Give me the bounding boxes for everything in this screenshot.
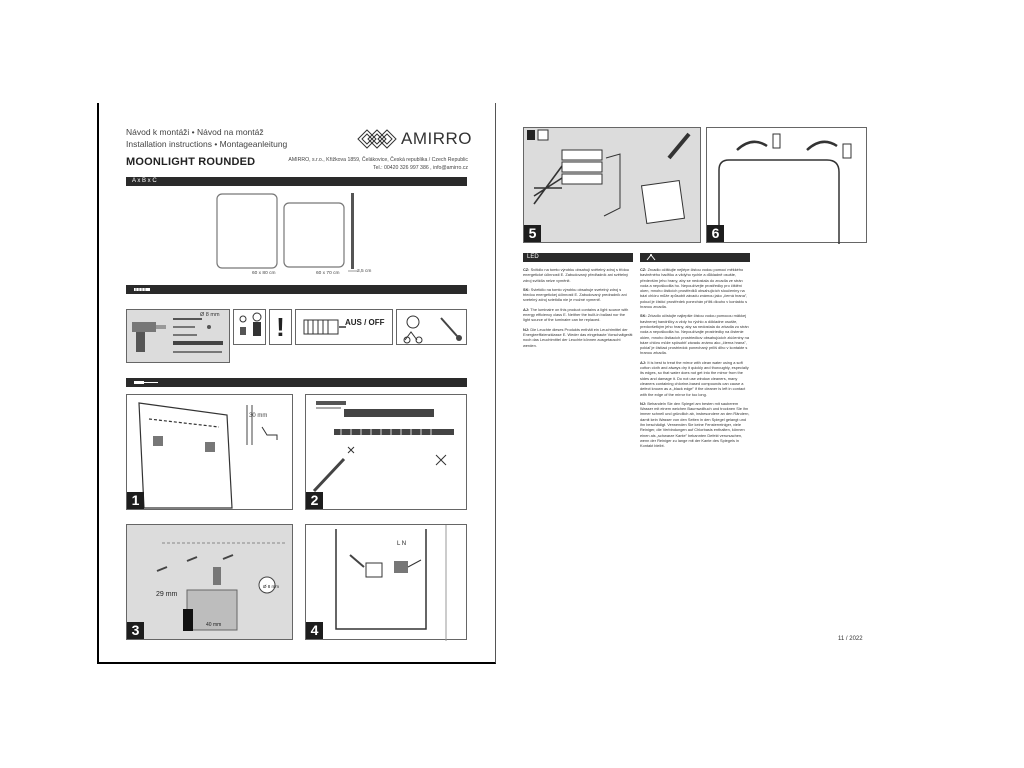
- care-aj-label: AJ:: [640, 359, 647, 365]
- step-3-dim-2: 40 mm: [206, 622, 222, 628]
- screw-icon: [132, 285, 154, 294]
- step-1-diagram: [127, 395, 294, 511]
- led-cz-label: CZ:: [523, 267, 530, 272]
- size-label-1: 60 x 80 cm: [252, 271, 276, 276]
- step-4-number: 4: [306, 622, 323, 639]
- person-level-icon: [234, 310, 267, 346]
- mirror-sizes-diagram: [213, 191, 365, 279]
- step-2-number: 2: [306, 492, 323, 509]
- footer-date: 11 / 2022: [838, 636, 863, 642]
- care-sk-label: SK:: [640, 313, 647, 319]
- led-aj-label: AJ:: [523, 306, 530, 312]
- level-panel: [233, 309, 266, 345]
- step-5-number: 5: [524, 225, 541, 242]
- step-2-panel: [305, 394, 467, 510]
- step-4-ln-label: L N: [397, 541, 407, 547]
- care-cz: Zrcadlo očištujte nejlépe čistou vodou pomocí měkkého bavlněného hadříku a vždyho rychle a důkladně osušte, především jeho hrany, aby se nedostala do zrcadla ze strán voda a nepoškodila ho. Nepoužívejte prostředky pro čištění oken, mnoho čisticích prostředků obsahujících sloučeniny na bázi chlóru může způsobit závadu známou jako „černá hrana", pokud je čisticí prostředek ponechán příliš dlouho v kontaktu s hranou zrcadla.: [640, 267, 748, 310]
- size-label-2: 60 x 70 cm: [316, 271, 340, 276]
- amirro-logo-icon: [356, 127, 398, 151]
- step-3-number: 3: [127, 622, 144, 639]
- step-1-panel: [126, 394, 293, 510]
- led-bar: LED: [523, 253, 633, 262]
- size-label-3: 3,5 cm: [357, 269, 372, 274]
- step-1-dim: 30 mm: [249, 413, 268, 419]
- step-6-panel: [706, 127, 867, 243]
- product-title: MOONLIGHT ROUNDED: [126, 156, 256, 168]
- install-bar: [126, 378, 467, 387]
- address-line-2: Tel.: 00420 326 997 386 , info@amirro.cz: [373, 165, 468, 171]
- led-cz: Svítidlo na tomto výrobku obsahují světelný zdroj s třídou energetické účinnosti E. Zabudovaný předřadník ani světelný zdroj svítidla nelze vyměnit.: [523, 267, 629, 283]
- step-4-diagram: [306, 525, 468, 641]
- drill-size-label: Ø 8 mm: [200, 312, 220, 318]
- care-aj: It is best to treat the mirror with clean water using a soft cotton cloth and always dry it quickly and thoroughly, especially its edges, so that water does not get into the mirror from the sides and damage it. Do not use window cleaners, many cleaners containing chlorine-based compounds can cause a defect known as a „black edge" if the cleaner is left in contact with the edge of the mirror for too long.: [640, 359, 749, 397]
- step-6-diagram: [707, 128, 868, 244]
- care-bar: [640, 253, 750, 262]
- storm-icon: [397, 310, 468, 346]
- step-4-panel: [305, 524, 467, 640]
- led-nj-label: NJ:: [523, 326, 530, 332]
- exclamation-icon: !: [276, 312, 285, 342]
- brand-name: AMIRRO: [401, 129, 472, 148]
- screwdriver-icon: [132, 378, 162, 387]
- care-nj: Behandeln Sie den Spiegel am besten mit sauberem Wasser mit einem weichen Baumwolltuch und trocknen Sie ihn immer schnell und gründlich ab, insbesondere an den Rändern, damit kein Wasser von den Seiten in den Spiegel gelangt und ihn beschädigt. Verwenden Sie keine Fensterreiniger, viele Reiniger, die Verbindungen auf Chlorbasis enthalten, können einen als „schwarze Kante" bekannten Defekt verursachen, wenn der Reiniger zu lange mit der Kante des Spiegels in Kontakt bleibt.: [640, 400, 750, 449]
- led-aj: The luminaire on this product contains a light source with energy efficiency class E. Neither the built-in ballast nor the light source of the luminaire can be replaced.: [523, 306, 629, 323]
- address-line-1: AMIRRO, s.r.o., Křižkova 1859, Čelákovice, Česká republika / Czech Republic: [288, 157, 468, 163]
- weather-panel: [396, 309, 467, 345]
- step-3-dim-3: Ø 8 mm: [263, 584, 280, 589]
- step-5-diagram: [524, 128, 702, 244]
- led-text-block: [523, 267, 633, 352]
- aus-off-label: AUS / OFF: [345, 318, 385, 327]
- step-1-number: 1: [127, 492, 144, 509]
- led-sk-label: SK:: [523, 286, 530, 292]
- dimensions-bar: A x B x C: [126, 177, 467, 186]
- care-nj-label: NJ:: [640, 400, 647, 406]
- care-cz-label: CZ:: [640, 267, 647, 272]
- care-sk: Zrkadlo očistujte najlepšie čistou vodou pomocou mäkkej bavlnenej handričky a vždy ho rýchlo a dôkladne osušte, predovšetkým jeho hrany, aby sa nedostala do zrkadla zo strán voda a nepoškodila ho. Nepoužívajte prostriedky na čistenie okien, mnoho čistiacich prostriedkov obsahujúcich zlúčeniny na báze chlóru môže spôsobiť závadu známu ako „čierna hrana", pokiaľ je čistiaci prostriedok ponechaný príliš dlho v kontakte s hranou zrkadla.: [640, 313, 749, 356]
- led-sk: Svietidlo na tomto výrobku obsahuje svetelný zdroj s triedou energetickej účinnosti E. Zabudovaný predradník ani svetelný zdroj svietidla nie je možné vymeniť.: [523, 286, 627, 303]
- step-6-number: 6: [707, 225, 724, 242]
- title-line-2: Installation instructions • Montageanleitung: [126, 139, 288, 149]
- care-text-block: [640, 267, 750, 453]
- title-line-1: Návod k montáži • Návod na montáž: [126, 127, 264, 137]
- step-2-diagram: [306, 395, 468, 511]
- switch-off-icon: [296, 310, 394, 346]
- power-off-panel: [295, 309, 393, 345]
- step-3-dim-1: 29 mm: [156, 591, 178, 598]
- led-nj: Die Leuchte dieses Produkts enthält ein Leuchtmittel der Energieeffizienzklasse E. Weder das eingebaute Vorschaltgerät noch das Leuchtmittel der Leuchte können ausgetauscht werden.: [523, 326, 633, 348]
- drill-icon: [127, 310, 231, 364]
- cleaning-icon: [644, 253, 658, 262]
- tools-bar: [126, 285, 467, 294]
- step-5-panel: [523, 127, 701, 243]
- warning-panel: [269, 309, 292, 345]
